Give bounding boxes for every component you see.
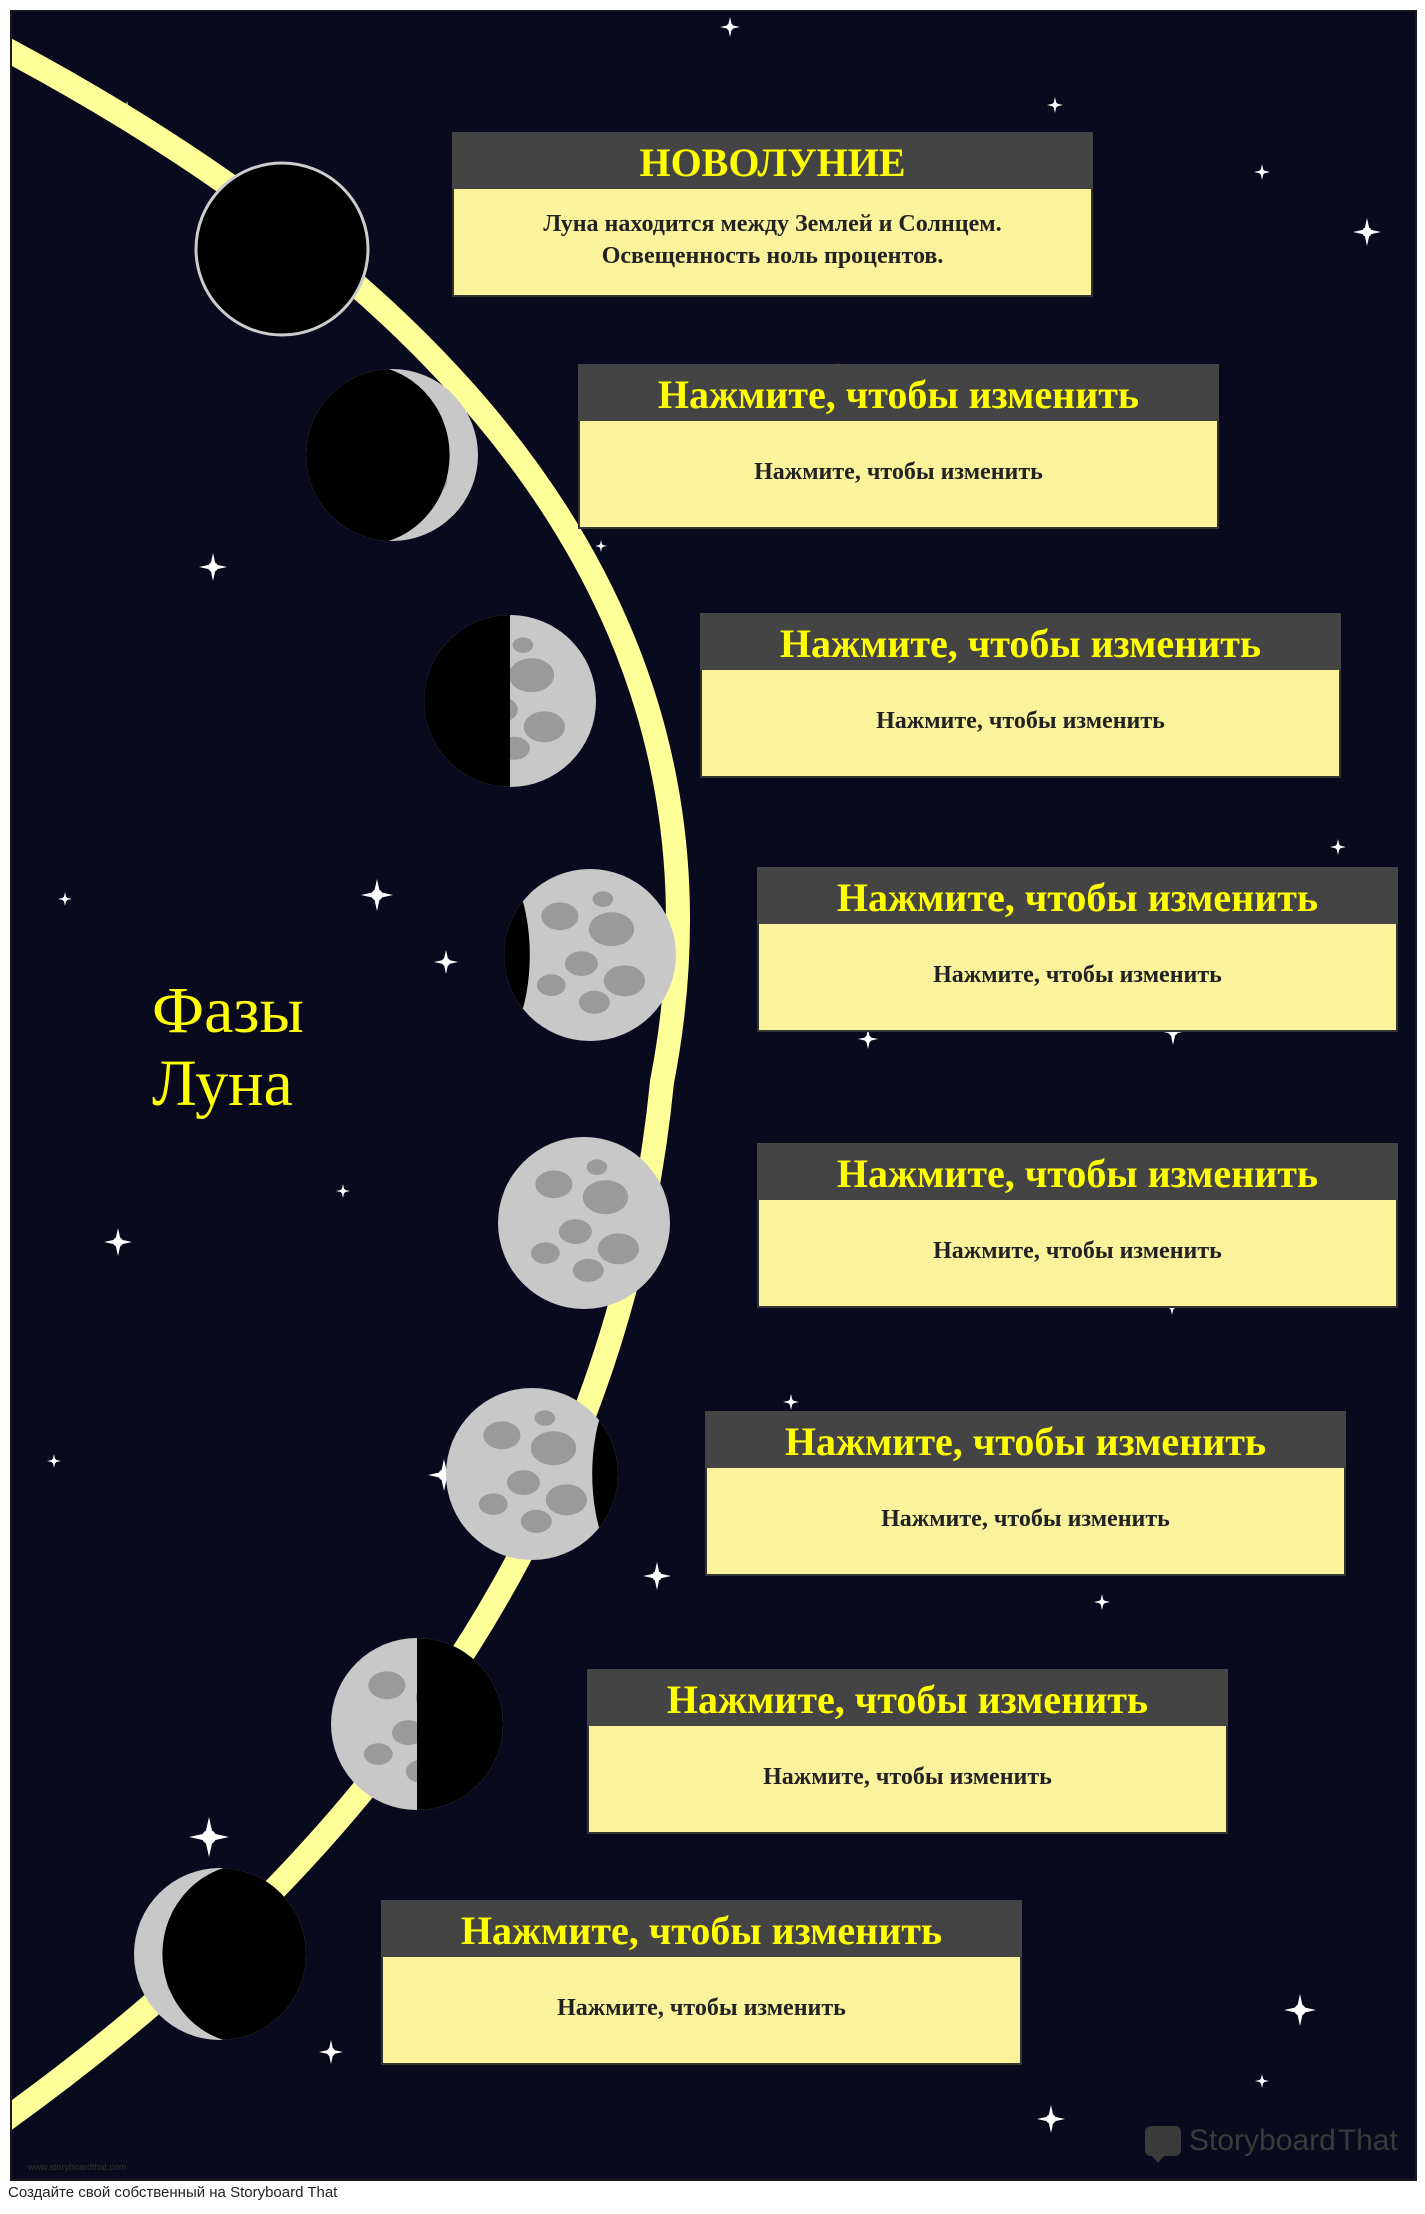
- phase-card-heading[interactable]: [757, 867, 1398, 924]
- phase-card-description-text: Нажмите, чтобы изменить: [876, 707, 1165, 734]
- phase-card-description-text: Нажмите, чтобы изменить: [754, 458, 1043, 485]
- poster-title: [152, 975, 452, 1120]
- phase-card-description-text: Нажмите, чтобы изменить: [933, 1237, 1222, 1264]
- phase-card-heading[interactable]: [757, 1143, 1398, 1200]
- phase-card-description-text: Нажмите, чтобы изменить: [881, 1505, 1170, 1532]
- phase-card-heading[interactable]: [578, 364, 1219, 421]
- waning-gibbous-moon-icon: [446, 1371, 687, 1577]
- star-icon: [361, 879, 393, 911]
- star-icon: [643, 1562, 671, 1590]
- phase-card-heading-text: НОВОЛУНИЕ: [639, 140, 906, 185]
- phase-card-heading[interactable]: [700, 613, 1341, 670]
- poster: [10, 10, 1417, 2181]
- footer-link[interactable]: Создайте свой собственный на Storyboard That: [8, 2184, 338, 2201]
- phase-card-description[interactable]: [381, 1952, 1022, 2065]
- star-icon: [595, 540, 607, 552]
- phase-card-heading-text: Нажмите, чтобы изменить: [784, 1419, 1267, 1464]
- phase-card-description-text: Нажмите, чтобы изменить: [933, 961, 1222, 988]
- phase-card[interactable]: [757, 1143, 1398, 1308]
- star-icon: [1037, 2105, 1065, 2133]
- watermark: www.storyboardthat.com: [28, 2162, 127, 2172]
- phase-card-description-text: Нажмите, чтобы изменить: [557, 1994, 846, 2021]
- star-icon: [1047, 97, 1063, 113]
- first-quarter-moon-icon: [424, 615, 596, 787]
- waxing-gibbous-moon-icon: [435, 852, 676, 1058]
- poster-title-line1: Фазы: [152, 974, 304, 1047]
- star-icon: [434, 950, 458, 974]
- star-icon: [858, 1029, 878, 1049]
- phase-card[interactable]: [381, 1900, 1022, 2065]
- phase-card-heading-text: Нажмите, чтобы изменить: [657, 372, 1140, 417]
- star-icon: [104, 1228, 132, 1256]
- star-icon: [720, 17, 740, 37]
- phase-card[interactable]: [587, 1669, 1228, 1834]
- star-icon: [319, 2040, 343, 2064]
- phase-card-heading-text: Нажмите, чтобы изменить: [779, 621, 1262, 666]
- phase-card-description[interactable]: [757, 919, 1398, 1032]
- phase-card-description[interactable]: [700, 665, 1341, 778]
- storyboard-that-logo-icon: [1145, 2126, 1181, 2156]
- phase-card-description-text: Нажмите, чтобы изменить: [763, 1763, 1052, 1790]
- full-moon-icon: [498, 1137, 670, 1309]
- phase-card-heading-text: Нажмите, чтобы изменить: [460, 1908, 943, 1953]
- waning-crescent-moon-icon: [134, 1864, 338, 2045]
- phase-card-heading-text: Нажмите, чтобы изменить: [836, 875, 1319, 920]
- phase-card-description[interactable]: [705, 1463, 1346, 1576]
- phase-card[interactable]: [452, 132, 1093, 297]
- star-icon: [47, 1454, 61, 1468]
- phase-card-description[interactable]: [757, 1195, 1398, 1308]
- phase-card-heading-text: Нажмите, чтобы изменить: [836, 1151, 1319, 1196]
- star-icon: [1094, 1594, 1110, 1610]
- phase-card-heading[interactable]: [587, 1669, 1228, 1726]
- phase-card-heading[interactable]: [705, 1411, 1346, 1468]
- logo-word-that: That: [1337, 2124, 1398, 2157]
- phase-card[interactable]: [705, 1411, 1346, 1576]
- star-icon: [199, 553, 227, 581]
- phase-card-heading[interactable]: [381, 1900, 1022, 1957]
- star-icon: [1284, 1994, 1316, 2026]
- star-icon: [1353, 218, 1381, 246]
- storyboard-that-logo[interactable]: [1145, 2124, 1398, 2158]
- star-icon: [1330, 839, 1346, 855]
- poster-title-line2: Луна: [152, 1046, 293, 1120]
- phase-card-description[interactable]: [578, 416, 1219, 529]
- star-icon: [783, 1394, 799, 1410]
- logo-word-storyboard: Storyboard: [1189, 2124, 1336, 2157]
- phase-card-description[interactable]: [452, 184, 1093, 297]
- phase-card-description-text: Луна находится между Землей и Солнцем. Освещенность ноль процентов.: [543, 211, 1002, 269]
- phase-card-heading-text: Нажмите, чтобы изменить: [666, 1677, 1149, 1722]
- phase-card[interactable]: [700, 613, 1341, 778]
- star-icon: [1255, 2074, 1269, 2088]
- waxing-crescent-moon-icon: [274, 365, 478, 546]
- star-icon: [336, 1184, 350, 1198]
- star-icon: [1254, 164, 1270, 180]
- last-quarter-moon-icon: [331, 1638, 503, 1810]
- new-moon-icon: [196, 163, 368, 335]
- phase-card-heading[interactable]: [452, 132, 1093, 189]
- star-icon: [58, 892, 72, 906]
- phase-card-description[interactable]: [587, 1721, 1228, 1834]
- phase-card[interactable]: [757, 867, 1398, 1032]
- star-icon: [189, 1817, 229, 1857]
- phase-card[interactable]: [578, 364, 1219, 529]
